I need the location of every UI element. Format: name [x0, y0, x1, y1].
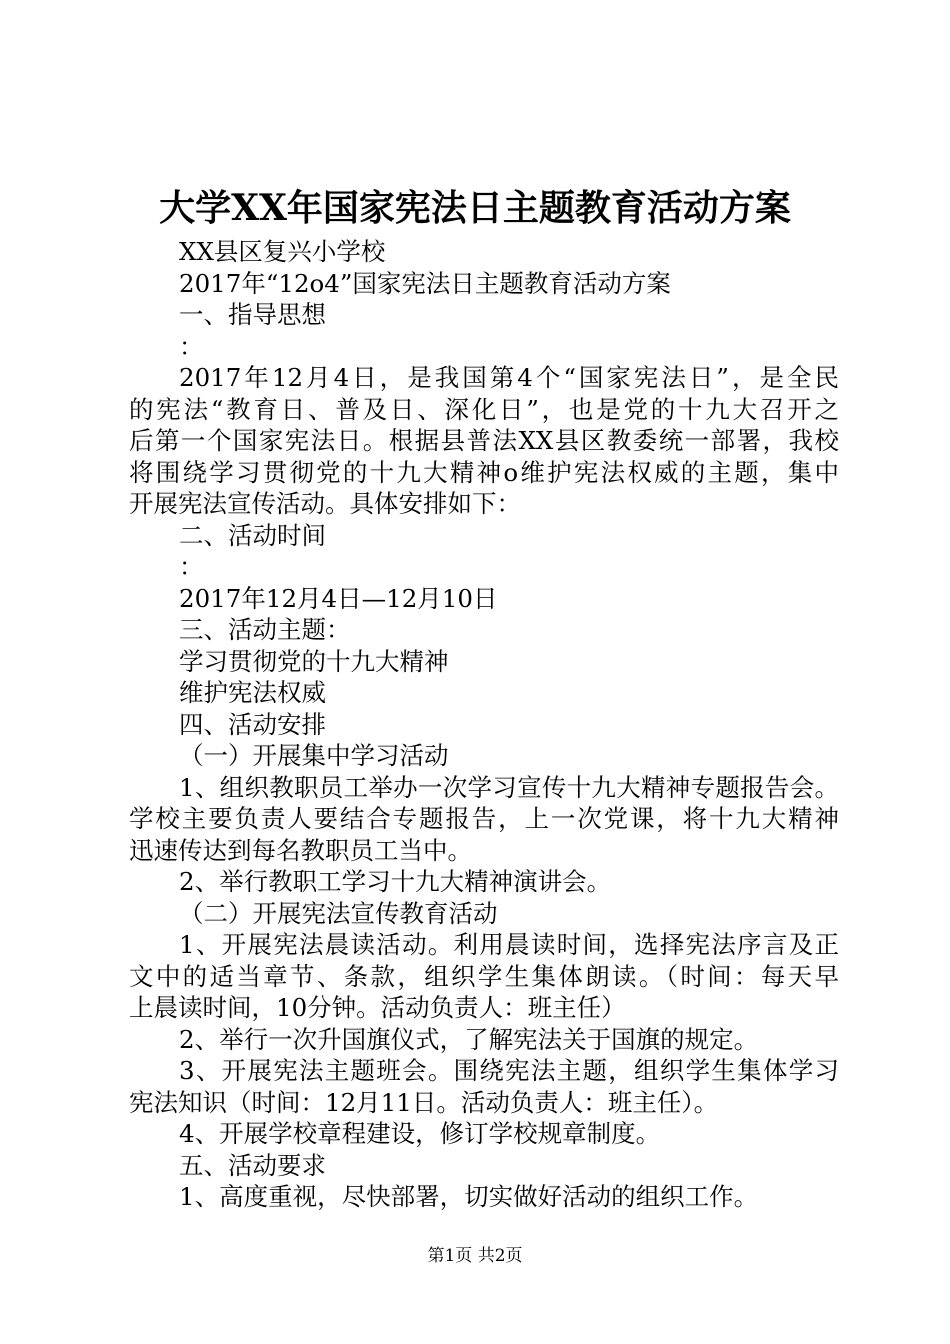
subsection-heading: （二）开展宪法宣传教育活动 [179, 898, 498, 928]
date-range-line: 2017年12月4日—12月10日 [179, 583, 498, 613]
paragraph-line: 将围绕学习贯彻党的十九大精神o维护宪法权威的主题，集中 [129, 457, 839, 487]
section-heading: 二、活动时间 [179, 520, 326, 550]
paragraph-line: 学校主要负责人要结合专题报告，上一次党课，将十九大精神 [129, 804, 839, 833]
document-title: 大学XX年国家宪法日主题教育活动方案 [159, 187, 791, 229]
paragraph-line: 迅速传达到每名教职员工当中。 [129, 835, 472, 865]
theme-line: 学习贯彻党的十九大精神 [179, 646, 449, 676]
paragraph-line: 开展宪法宣传活动。具体安排如下： [129, 489, 521, 518]
paragraph-line: 3、开展宪法主题班会。围绕宪法主题，组织学生集体学习 [179, 1056, 839, 1085]
paragraph-line: 1、高度重视，尽快部署，切实做好活动的组织工作。 [179, 1182, 759, 1211]
school-name-line: XX县区复兴小学校 [179, 237, 386, 266]
paragraph-line: 4、开展学校章程建设，修订学校规章制度。 [179, 1119, 661, 1148]
section-heading: 四、活动安排 [179, 709, 326, 739]
subsection-heading: （一）开展集中学习活动 [179, 741, 449, 770]
section-heading: 三、活动主题： [179, 615, 351, 644]
theme-line: 维护宪法权威 [179, 678, 326, 707]
paragraph-line: 的宪法“教育日、普及日、深化日”，也是党的十九大召开之 [129, 394, 839, 424]
page-footer: 第1页 共2页 [427, 1246, 523, 1266]
subtitle-line: 2017年“12o4”国家宪法日主题教育活动方案 [179, 268, 671, 298]
paragraph-line: 宪法知识（时间：12月11日。活动负责人：班主任）。 [129, 1087, 719, 1117]
colon-line: ： [179, 552, 204, 581]
paragraph-line: 2、举行教职工学习十九大精神演讲会。 [179, 867, 612, 896]
section-heading: 一、指导思想 [179, 300, 326, 329]
document-body [129, 236, 839, 1213]
paragraph-line: 后第一个国家宪法日。根据县普法XX县区教委统一部署，我校 [129, 426, 839, 455]
paragraph-line: 文中的适当章节、条款，组织学生集体朗读。（时间：每天早 [129, 961, 839, 991]
paragraph-line: 上晨读时间，10分钟。活动负责人：班主任） [129, 993, 626, 1022]
paragraph-line: 2017年12月4日，是我国第4个“国家宪法日”，是全民 [179, 363, 839, 392]
paragraph-line: 1、组织教职员工举办一次学习宣传十九大精神专题报告会。 [179, 772, 839, 802]
colon-line: ： [179, 331, 204, 361]
section-heading: 五、活动要求 [179, 1150, 326, 1180]
paragraph-line: 1、开展宪法晨读活动。利用晨读时间，选择宪法序言及正 [179, 930, 839, 959]
paragraph-line: 2、举行一次升国旗仪式，了解宪法关于国旗的规定。 [179, 1024, 759, 1054]
